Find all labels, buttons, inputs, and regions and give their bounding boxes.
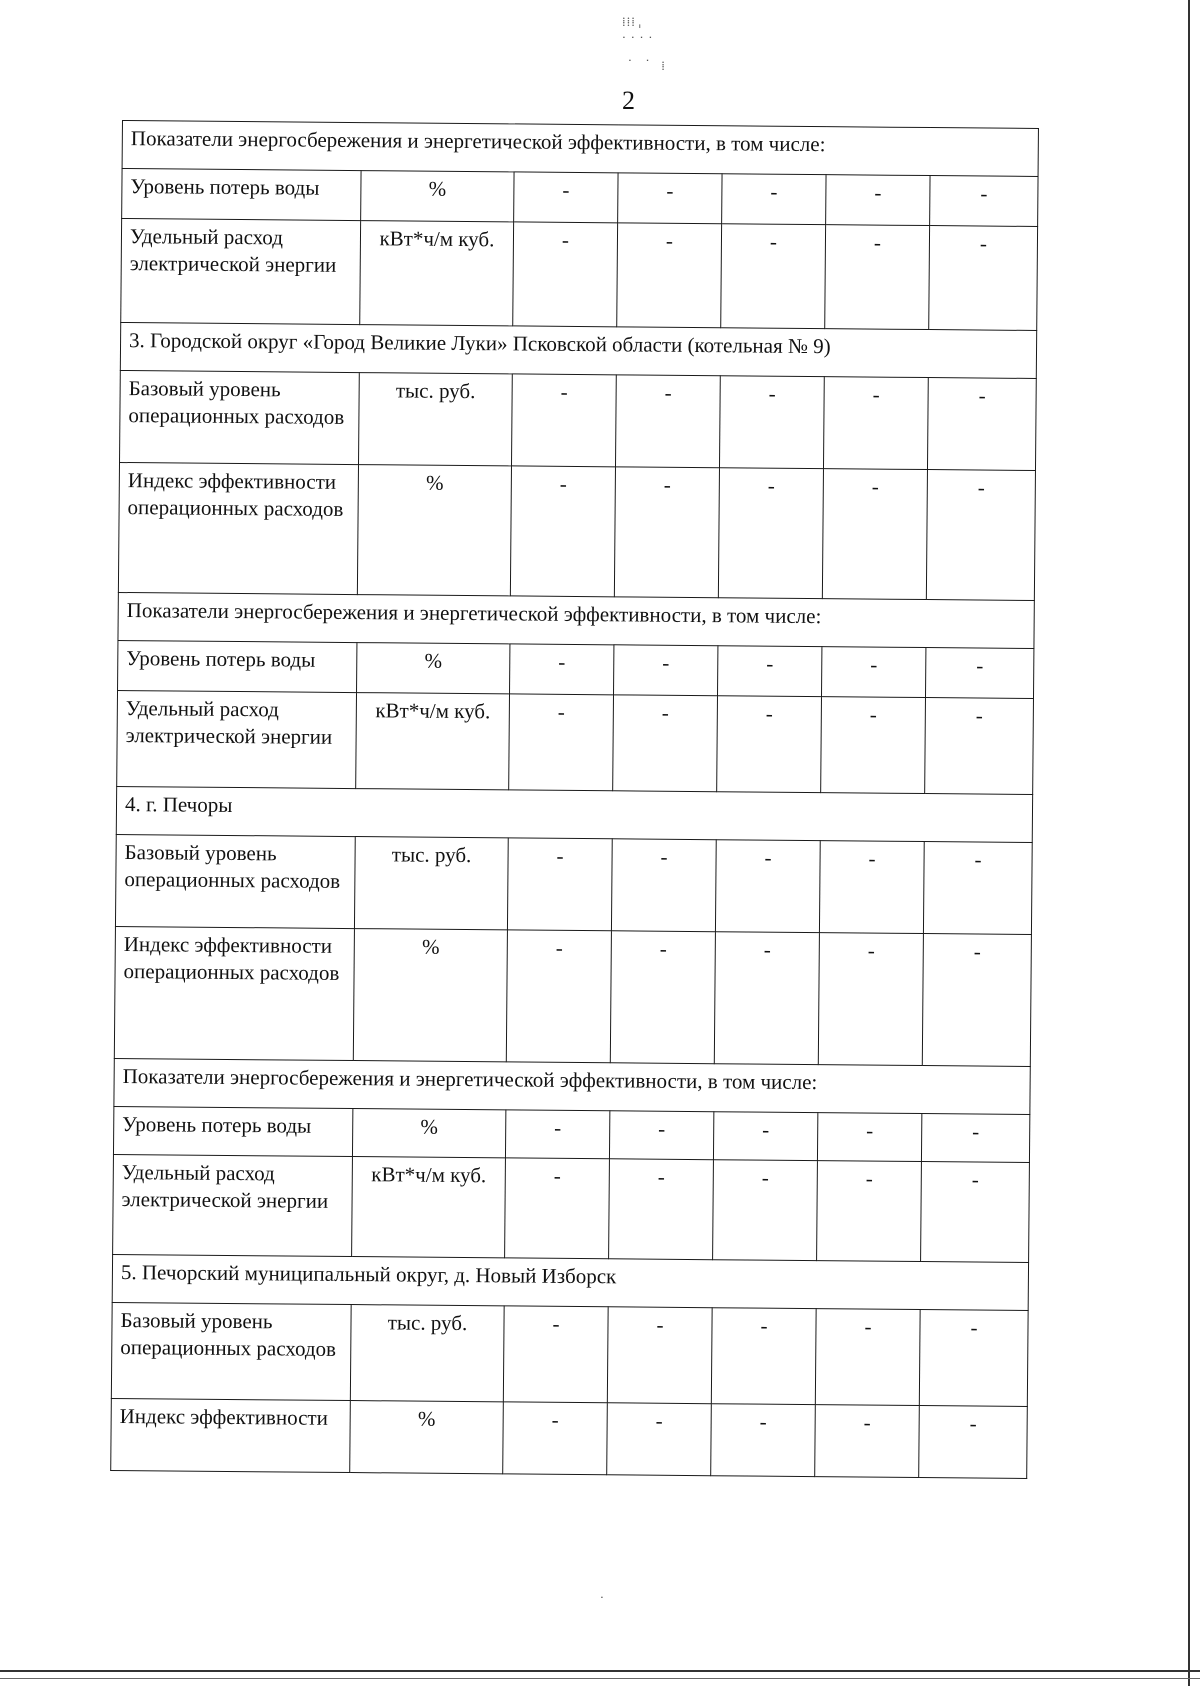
unit-cell: кВт*ч/м куб. bbox=[360, 221, 514, 326]
value-cell: - bbox=[815, 1309, 920, 1406]
unit-cell: тыс. руб. bbox=[359, 373, 513, 466]
table-row bbox=[118, 462, 1035, 600]
value-cell: - bbox=[609, 1111, 713, 1160]
value-cell: - bbox=[925, 698, 1034, 795]
table-row bbox=[122, 169, 1038, 227]
page-number: 2 bbox=[622, 86, 635, 115]
value-cell: - bbox=[927, 378, 1036, 471]
section-title: Показатели энергосбережения и энергетической эффективности, в том числе: bbox=[114, 1058, 1030, 1114]
value-cell: - bbox=[614, 645, 718, 696]
value-cell: - bbox=[815, 1405, 920, 1478]
unit-cell: % bbox=[357, 465, 511, 596]
section-row bbox=[122, 121, 1038, 177]
indicator-name: Индекс эффективности bbox=[111, 1398, 351, 1472]
value-cell: - bbox=[717, 696, 822, 793]
value-cell: - bbox=[919, 1406, 1028, 1479]
unit-cell: кВт*ч/м куб. bbox=[352, 1157, 506, 1258]
value-cell: - bbox=[711, 1404, 816, 1477]
value-cell: - bbox=[817, 1113, 921, 1162]
value-cell: - bbox=[926, 470, 1035, 601]
value-cell: - bbox=[607, 1403, 712, 1476]
value-cell: - bbox=[513, 222, 618, 327]
value-cell: - bbox=[614, 467, 719, 598]
value-cell: - bbox=[506, 930, 611, 1063]
value-cell: - bbox=[510, 644, 614, 695]
value-cell: - bbox=[511, 374, 616, 467]
value-cell: - bbox=[929, 226, 1038, 331]
value-cell: - bbox=[607, 1307, 712, 1404]
value-cell: - bbox=[923, 842, 1032, 935]
value-cell: - bbox=[818, 933, 923, 1066]
section-row bbox=[120, 322, 1036, 378]
section-title: Показатели энергосбережения и энергетической эффективности, в том числе: bbox=[122, 121, 1038, 177]
indicator-name: Удельный расход электрической энергии bbox=[113, 1154, 353, 1256]
value-cell: - bbox=[713, 1160, 818, 1261]
indicator-name: Базовый уровень операционных расходов bbox=[115, 834, 355, 928]
unit-cell: тыс. руб. bbox=[354, 837, 508, 930]
page-edge bbox=[0, 1670, 1200, 1672]
value-cell: - bbox=[930, 176, 1039, 227]
section-row bbox=[114, 1058, 1030, 1114]
value-cell: - bbox=[826, 175, 930, 226]
value-cell: - bbox=[922, 934, 1031, 1067]
value-cell: - bbox=[613, 695, 718, 792]
indicator-name: Уровень потерь воды bbox=[118, 640, 357, 692]
value-cell: - bbox=[921, 1162, 1030, 1263]
scan-artifact: ⁞⁞⁞ˌ bbox=[622, 15, 645, 30]
value-cell: - bbox=[714, 932, 819, 1065]
section-title: 4. г. Печоры bbox=[116, 786, 1032, 842]
value-cell: - bbox=[505, 1158, 610, 1259]
value-cell: - bbox=[610, 931, 715, 1064]
table-row bbox=[117, 690, 1034, 794]
indicator-name: Базовый уровень операционных расходов bbox=[111, 1302, 351, 1400]
value-cell: - bbox=[617, 223, 722, 328]
unit-cell: % bbox=[350, 1401, 504, 1474]
value-cell: - bbox=[719, 376, 824, 469]
unit-cell: % bbox=[352, 1109, 505, 1158]
unit-cell: кВт*ч/м куб. bbox=[356, 693, 510, 790]
value-cell: - bbox=[821, 647, 925, 698]
value-cell: - bbox=[711, 1308, 816, 1405]
section-row bbox=[116, 786, 1032, 842]
value-cell: - bbox=[715, 840, 820, 933]
scan-artifact: ˙ bbox=[598, 1596, 607, 1611]
page-edge bbox=[1188, 0, 1190, 1686]
indicator-name: Индекс эффективности операционных расходов bbox=[114, 926, 354, 1060]
table-row bbox=[118, 640, 1034, 698]
value-cell: - bbox=[821, 697, 926, 794]
page-edge bbox=[0, 1678, 1200, 1679]
indicator-name: Уровень потерь воды bbox=[122, 169, 361, 221]
table-row bbox=[111, 1398, 1028, 1478]
section-title: 3. Городской округ «Город Великие Луки» Псковской области (котельная № 9) bbox=[120, 322, 1036, 378]
value-cell: - bbox=[503, 1306, 608, 1403]
value-cell: - bbox=[718, 468, 823, 599]
value-cell: - bbox=[925, 648, 1034, 699]
value-cell: - bbox=[721, 224, 826, 329]
unit-cell: тыс. руб. bbox=[350, 1305, 504, 1402]
value-cell: - bbox=[919, 1310, 1028, 1407]
unit-cell: % bbox=[357, 643, 510, 694]
table-row bbox=[111, 1302, 1028, 1406]
indicator-name: Уровень потерь воды bbox=[113, 1106, 352, 1156]
section-title: Показатели энергосбережения и энергетической эффективности, в том числе: bbox=[118, 592, 1034, 648]
value-cell: - bbox=[611, 839, 716, 932]
value-cell: - bbox=[921, 1114, 1029, 1163]
value-cell: - bbox=[722, 174, 826, 225]
value-cell: - bbox=[609, 1159, 714, 1260]
unit-cell: % bbox=[361, 171, 514, 222]
section-row bbox=[118, 592, 1034, 648]
value-cell: - bbox=[503, 1402, 608, 1475]
section-row bbox=[112, 1254, 1028, 1310]
table-row bbox=[120, 370, 1037, 470]
value-cell: - bbox=[618, 173, 722, 224]
indicator-name: Удельный расход электрической энергии bbox=[117, 690, 357, 788]
table-row bbox=[113, 1154, 1030, 1262]
value-cell: - bbox=[615, 375, 720, 468]
value-cell: - bbox=[713, 1112, 817, 1161]
table-row bbox=[113, 1106, 1029, 1162]
value-cell: - bbox=[823, 377, 928, 470]
value-cell: - bbox=[717, 646, 821, 697]
scan-artifact: ˙ ˙ ⁞ bbox=[626, 59, 666, 74]
section-title: 5. Печорский муниципальный округ, д. Новый Изборск bbox=[112, 1254, 1028, 1310]
value-cell: - bbox=[825, 225, 930, 330]
value-cell: - bbox=[822, 469, 927, 600]
scan-artifact: ˙˙˙˙ bbox=[620, 36, 656, 51]
table-row bbox=[114, 926, 1031, 1066]
table-row bbox=[121, 219, 1038, 331]
value-cell: - bbox=[819, 841, 924, 934]
value-cell: - bbox=[505, 1110, 609, 1159]
indicator-name: Базовый уровень операционных расходов bbox=[120, 370, 360, 464]
value-cell: - bbox=[817, 1161, 922, 1262]
indicator-name: Индекс эффективности операционных расходов bbox=[118, 462, 358, 594]
table-row bbox=[115, 834, 1032, 934]
unit-cell: % bbox=[353, 929, 507, 1062]
value-cell: - bbox=[510, 466, 615, 597]
indicator-table bbox=[110, 120, 1039, 1479]
value-cell: - bbox=[507, 838, 612, 931]
indicator-name: Удельный расход электрической энергии bbox=[121, 219, 361, 325]
value-cell: - bbox=[514, 172, 618, 223]
indicator-table-container bbox=[110, 120, 1038, 1479]
value-cell: - bbox=[509, 694, 614, 791]
